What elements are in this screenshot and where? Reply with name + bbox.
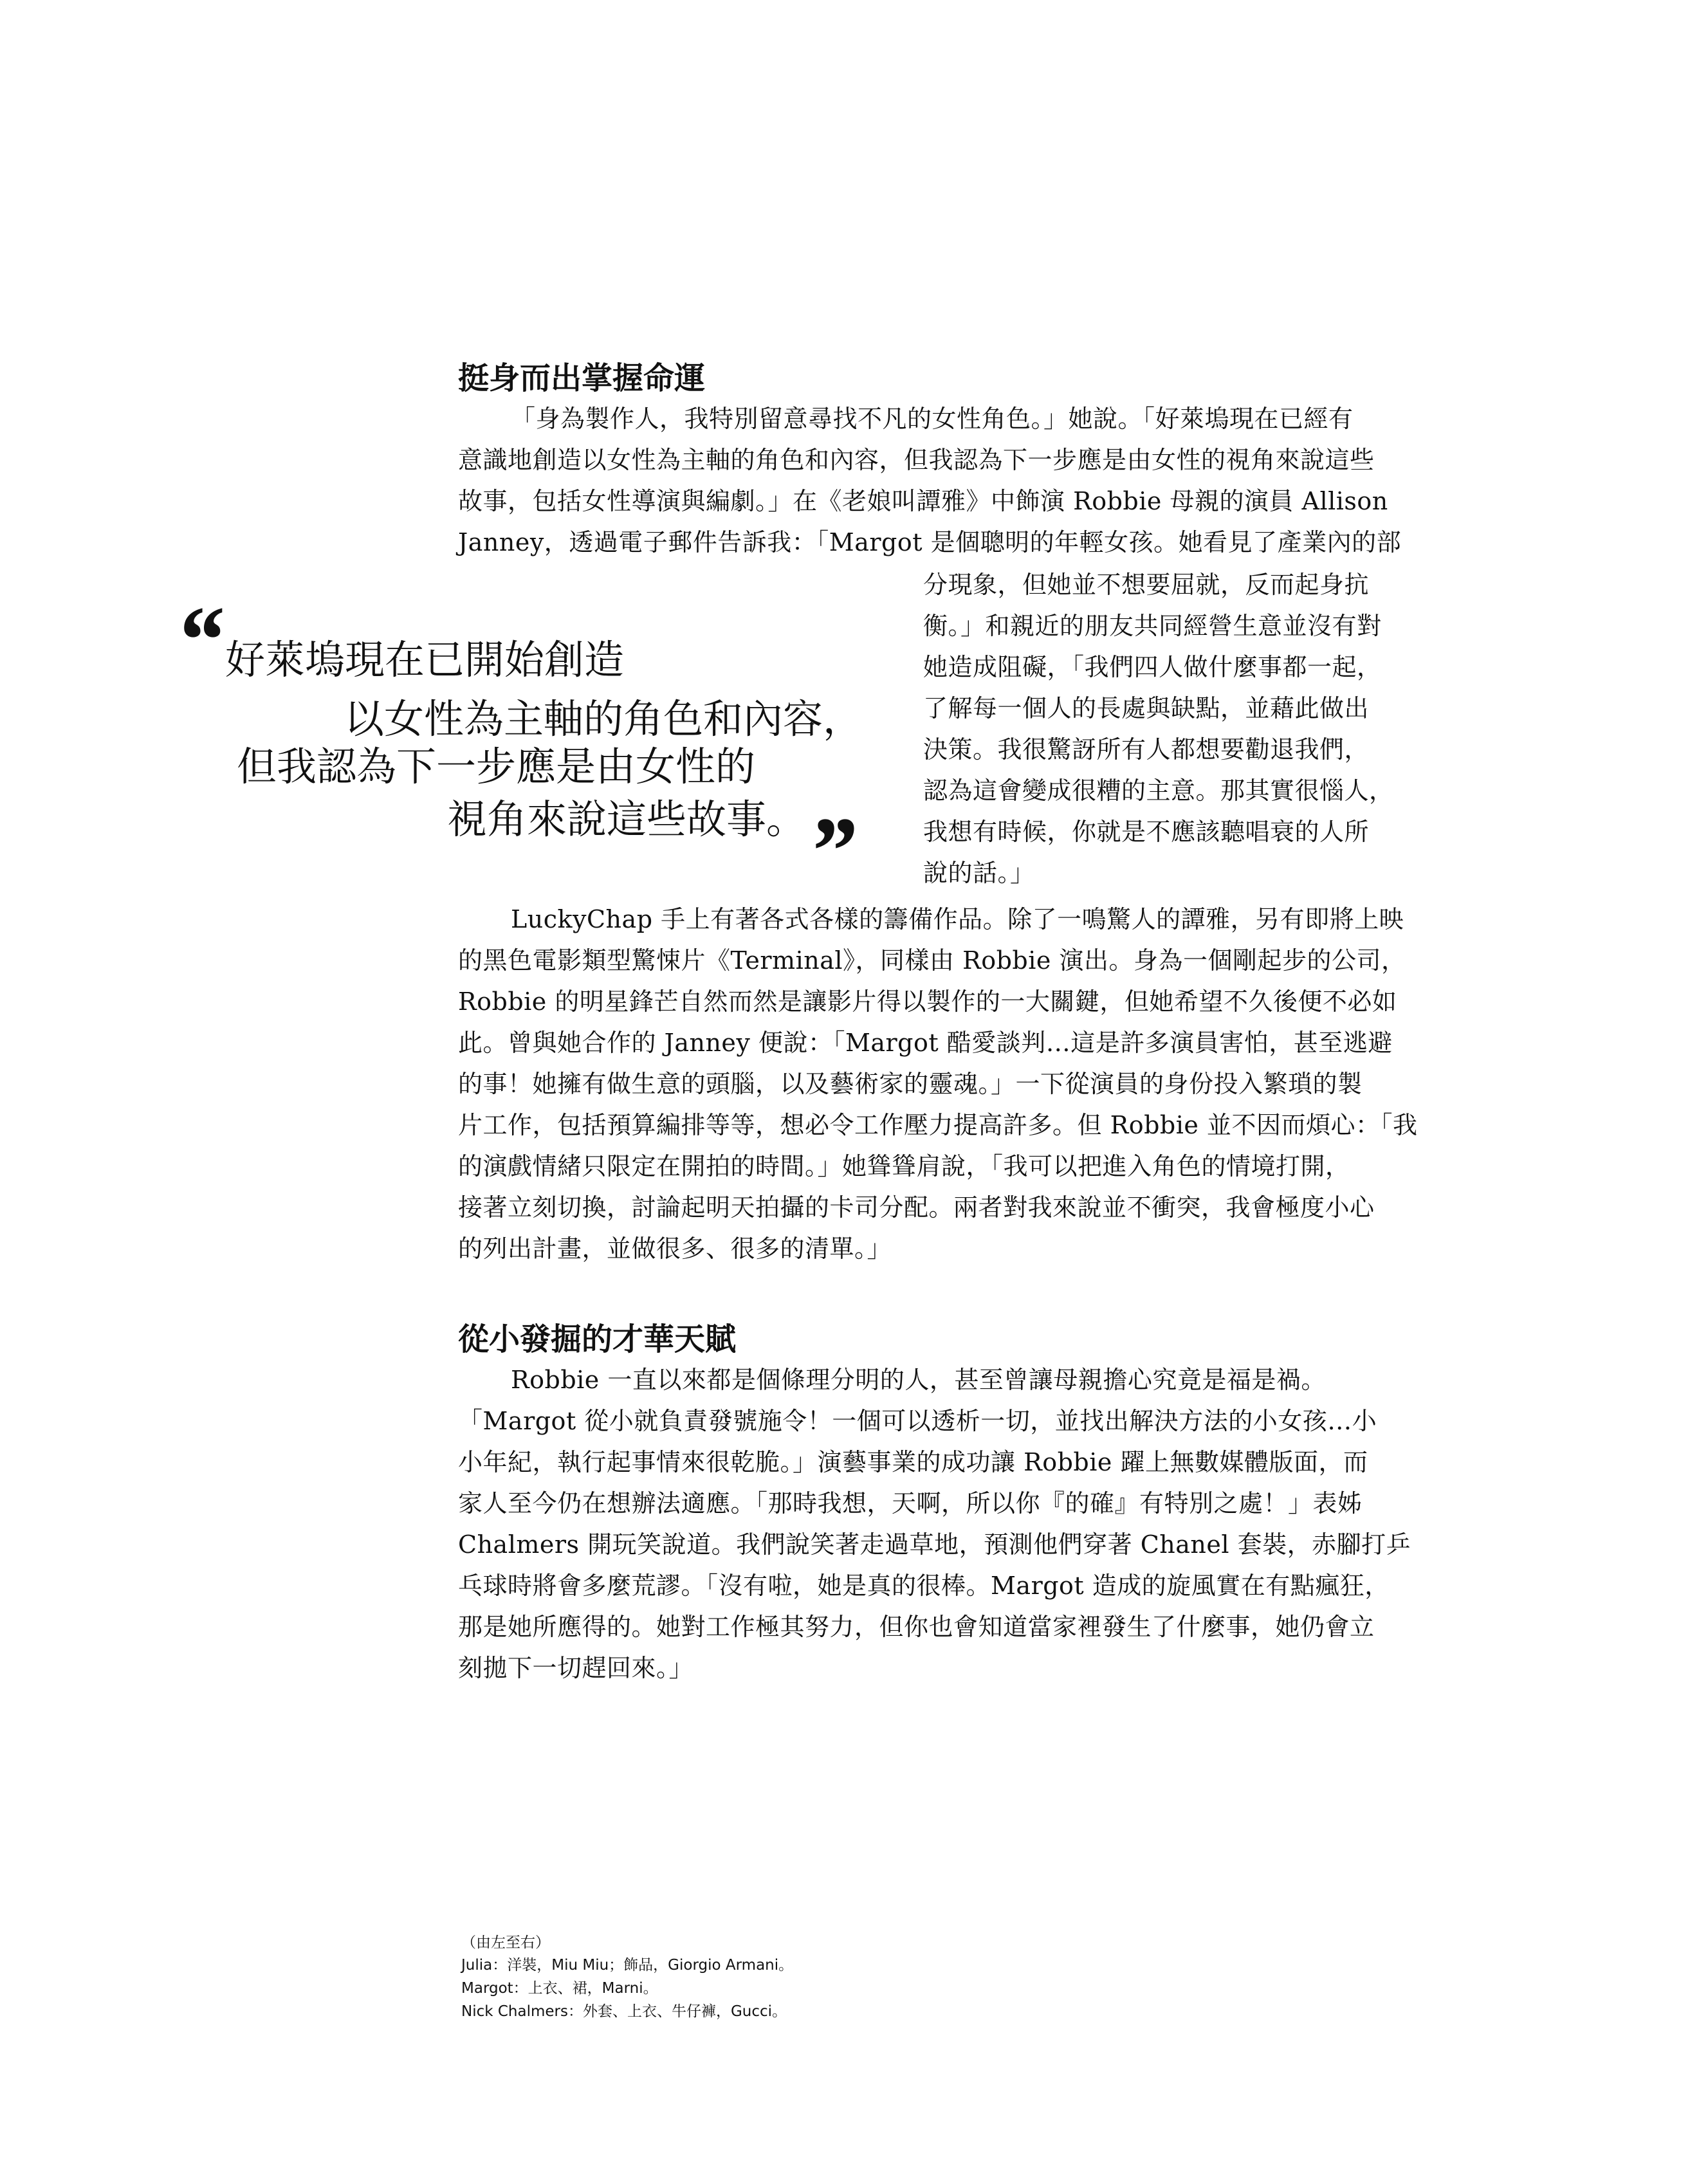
caption-line: Nick Chalmers：外套、上衣、牛仔褲，Gucci。 — [461, 2003, 787, 2020]
body-line-narrow: 決策。我很驚訝所有人都想要勸退我們， — [923, 735, 1370, 764]
body-line-narrow: 衡。」和親近的朋友共同經營生意並沒有對 — [923, 612, 1382, 640]
body-line: 的演戲情緒只限定在開拍的時間。」她聳聳肩說，「我可以把進入角色的情境打開， — [458, 1152, 1350, 1180]
body-line: 故事，包括女性導演與編劇。」在《老娘叫譚雅》中飾演 Robbie 母親的演員 Allison — [458, 487, 1388, 515]
body-line: Janney，透過電子郵件告訴我：「Margot 是個聰明的年輕女孩。她看見了產業內的部 — [458, 528, 1402, 556]
body-line-narrow: 她造成阻礙，「我們四人做什麼事都一起， — [923, 653, 1382, 681]
body-line: 的黑色電影類型驚悚片《Terminal》，同樣由 Robbie 演出。身為一個剛起步的公司， — [458, 946, 1406, 975]
body-line: Robbie 的明星鋒芒自然而然是讓影片得以製作的一大關鍵，但她希望不久後便不必如 — [458, 987, 1397, 1016]
body-line: 家人至今仍在想辦法適應。「那時我想，天啊，所以你『的確』有特別之處！」表姊 — [458, 1489, 1363, 1518]
body-line-narrow: 我想有時候，你就是不應該聽唱衰的人所 — [923, 818, 1370, 846]
body-line: 「身為製作人，我特別留意尋找不凡的女性角色。」她說。「好萊塢現在已經有 — [511, 405, 1354, 433]
pull-quote-line: 視角來說這些故事。 — [447, 796, 807, 843]
section-title-1: 挺身而出掌握命運 — [458, 360, 706, 396]
body-line: 接著立刻切換，討論起明天拍攝的卡司分配。兩者對我來說並不衝突，我會極度小心 — [458, 1193, 1375, 1222]
open-quote-mark: “ — [175, 587, 223, 693]
body-line: 的事！她擁有做生意的頭腦，以及藝術家的靈魂。」一下從演員的身份投入繁瑣的製 — [458, 1070, 1363, 1098]
body-line: LuckyChap 手上有著各式各樣的籌備作品。除了一鳴驚人的譚雅，另有即將上映 — [511, 905, 1404, 933]
body-line: 意識地創造以女性為主軸的角色和內容，但我認為下一步應是由女性的視角來說這些 — [458, 446, 1375, 474]
body-line-narrow: 了解每一個人的長處與缺點，並藉此做出 — [923, 694, 1370, 722]
body-line: 刻拋下一切趕回來。」 — [458, 1654, 694, 1682]
caption-line: Julia：洋裝，Miu Miu；飾品，Giorgio Armani。 — [461, 1957, 794, 1974]
body-line: 的列出計畫，並做很多、很多的清單。」 — [458, 1234, 892, 1263]
pull-quote-line: 但我認為下一步應是由女性的 — [237, 743, 756, 790]
body-line: 乓球時將會多麼荒謬。「沒有啦，她是真的很棒。Margot 造成的旋風實在有點瘋狂， — [458, 1572, 1390, 1600]
pull-quote-line: 好萊塢現在已開始創造 — [225, 636, 625, 683]
body-line: 此。曾與她合作的 Janney 便說：「Margot 酷愛談判…這是許多演員害怕，甚至逃避 — [458, 1029, 1393, 1057]
body-line: 片工作，包括預算編排等等，想必令工作壓力提高許多。但 Robbie 並不因而煩心：「我 — [458, 1111, 1418, 1139]
caption-line: （由左至右） — [461, 1934, 550, 1951]
body-line-narrow: 說的話。」 — [923, 859, 1035, 887]
body-line-narrow: 分現象，但她並不想要屈就，反而起身抗 — [923, 571, 1370, 599]
body-line-narrow: 認為這會變成很糟的主意。那其實很惱人， — [923, 776, 1394, 805]
section-title-2: 從小發掘的才華天賦 — [458, 1321, 737, 1357]
body-line: 小年紀，執行起事情來很乾脆。」演藝事業的成功讓 Robbie 躍上無數媒體版面，而 — [458, 1448, 1368, 1476]
pull-quote-line: 以女性為主軸的角色和內容， — [344, 695, 863, 742]
close-quote-mark: ” — [807, 798, 856, 904]
body-line: 「Margot 從小就負責發號施令！一個可以透析一切，並找出解決方法的小女孩…小 — [458, 1407, 1377, 1435]
body-line: Robbie 一直以來都是個條理分明的人，甚至曾讓母親擔心究竟是福是禍。 — [511, 1366, 1326, 1394]
caption-line: Margot：上衣、裙，Marni。 — [461, 1980, 658, 1997]
body-line: 那是她所應得的。她對工作極其努力，但你也會知道當家裡發生了什麼事，她仍會立 — [458, 1613, 1375, 1641]
body-line: Chalmers 開玩笑說道。我們說笑著走過草地，預測他們穿著 Chanel 套裝，赤腳打乒 — [458, 1530, 1411, 1559]
